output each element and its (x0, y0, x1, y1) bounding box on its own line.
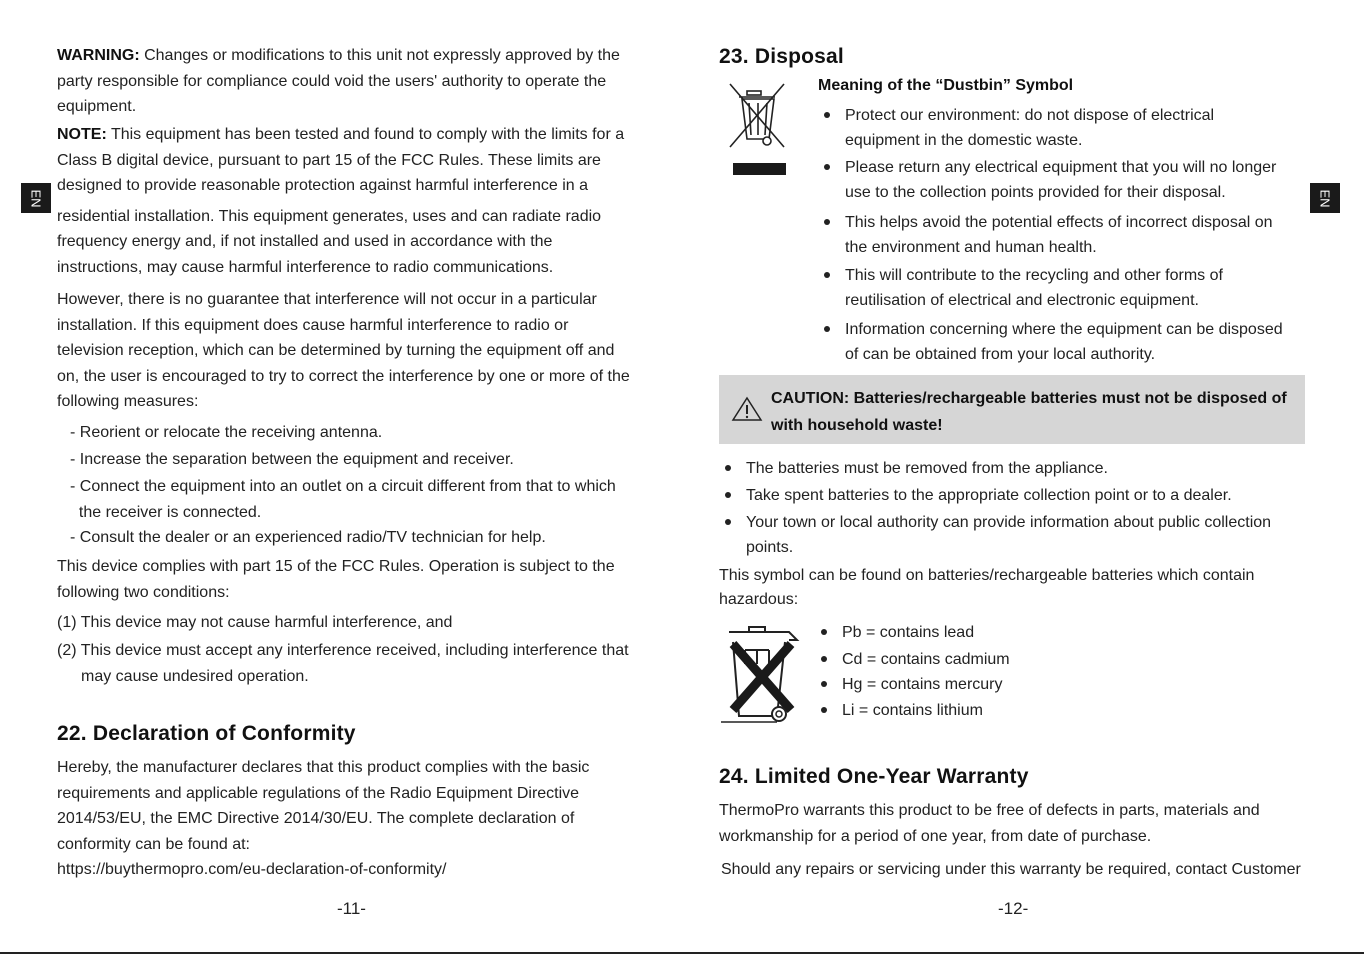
list-item: Cd = contains cadmium (815, 647, 1010, 672)
list-item: Information concerning where the equipment can be disposed of can be obtained from your local authority. (818, 317, 1283, 367)
list-item: Li = contains lithium (815, 698, 1010, 723)
page-number-11: -11- (337, 899, 366, 918)
section-23-title: 23. Disposal (719, 45, 844, 68)
list-item: Please return any electrical equipment that you will no longer use to the collection points provided for their disposal. (818, 155, 1283, 205)
warning-triangle-icon (731, 396, 763, 422)
however-paragraph: However, there is no guarantee that interference will not occur in a particular installation. If this equipment does cause harmful interference to radio or television reception, which can be determined by turning the equipment off and on, the user is encouraged to try to correct the interference by one or more of the following measures: (57, 291, 630, 410)
caution-text: CAUTION: Batteries/rechargeable batteries must not be disposed of with household waste! (771, 390, 1287, 434)
condition-2: (2) This device must accept any interference received, including interference that may cause undesired operation. (57, 642, 629, 685)
caution-box (719, 375, 1305, 444)
list-item: Protect our environment: do not dispose of electrical equipment in the domestic waste. (818, 103, 1283, 153)
battery-bin-icon (719, 624, 803, 724)
dustbin-bullets (818, 103, 1283, 367)
measures-list: - Reorient or relocate the receiving antenna. - Increase the separation between the equipment and receiver. - Connect the equipment into an outlet on a circuit different from that to which the receiver is connected. - Consult the dealer or an experienced radio/TV technician for help. (70, 424, 616, 546)
symbol-paragraph: This symbol can be found on batteries/rechargeable batteries which contain hazardous: (719, 567, 1255, 608)
section-22-title: 22. Declaration of Conformity (57, 722, 356, 745)
section-24-title: 24. Limited One-Year Warranty (719, 765, 1029, 788)
list-item: Hg = contains mercury (815, 672, 1010, 697)
declaration-paragraph: Hereby, the manufacturer declares that this product complies with the basic requirements and applicable regulations of the Radio Equipment Directive 2014/53/EU, the EMC Directive 2014/30/EU. The complete declaration of conformity can be found at: https://buythermopro.com/eu-declaration-of-conformity/ (57, 759, 590, 878)
warranty-paragraph: ThermoPro warrants this product to be free of defects in parts, materials and workmanship for a period of one year, from date of purchase. (719, 802, 1260, 845)
list-item: Pb = contains lead (815, 620, 1010, 645)
service-paragraph: Should any repairs or servicing under this warranty be required, contact Customer (721, 861, 1301, 878)
list-item: This helps avoid the potential effects of incorrect disposal on the environment and human health. (818, 210, 1283, 260)
page-number-12: -12- (998, 899, 1029, 918)
list-item: The batteries must be removed from the appliance. (719, 456, 1271, 481)
weee-dustbin-icon (727, 81, 789, 177)
condition-1: (1) This device may not cause harmful interference, and (57, 614, 453, 631)
dustbin-heading: Meaning of the “Dustbin” Symbol (818, 77, 1074, 94)
chemical-bullets (815, 620, 1010, 723)
list-item: Your town or local authority can provide information about public collection points. (719, 510, 1271, 560)
complies-paragraph: This device complies with part 15 of the FCC Rules. Operation is subject to the following two conditions: (57, 558, 615, 601)
battery-bullets (719, 456, 1271, 560)
list-item: Take spent batteries to the appropriate collection point or to a dealer. (719, 483, 1271, 508)
note-paragraph: NOTE: This equipment has been tested and found to comply with the limits for a Class B digital device, pursuant to part 15 of the FCC Rules. These limits are designed to provide reasonable protection against harmful interference in a residential installation. This equipment generates, uses and can radiate radio frequency energy and, if not installed and used in accordance with the instructions, may cause harmful interference to radio communications. (57, 126, 625, 276)
warning-paragraph: WARNING: Changes or modifications to this unit not expressly approved by the party responsible for compliance could void the users' authority to operate the equipment. (57, 47, 620, 115)
language-tab-right: EN (1310, 183, 1340, 213)
language-tab-left: EN (21, 183, 51, 213)
declaration-link[interactable]: https://buythermopro.com/eu-declaration-of-conformity/ (57, 861, 447, 878)
list-item: This will contribute to the recycling and other forms of reutilisation of electrical and electronic equipment. (818, 263, 1283, 313)
